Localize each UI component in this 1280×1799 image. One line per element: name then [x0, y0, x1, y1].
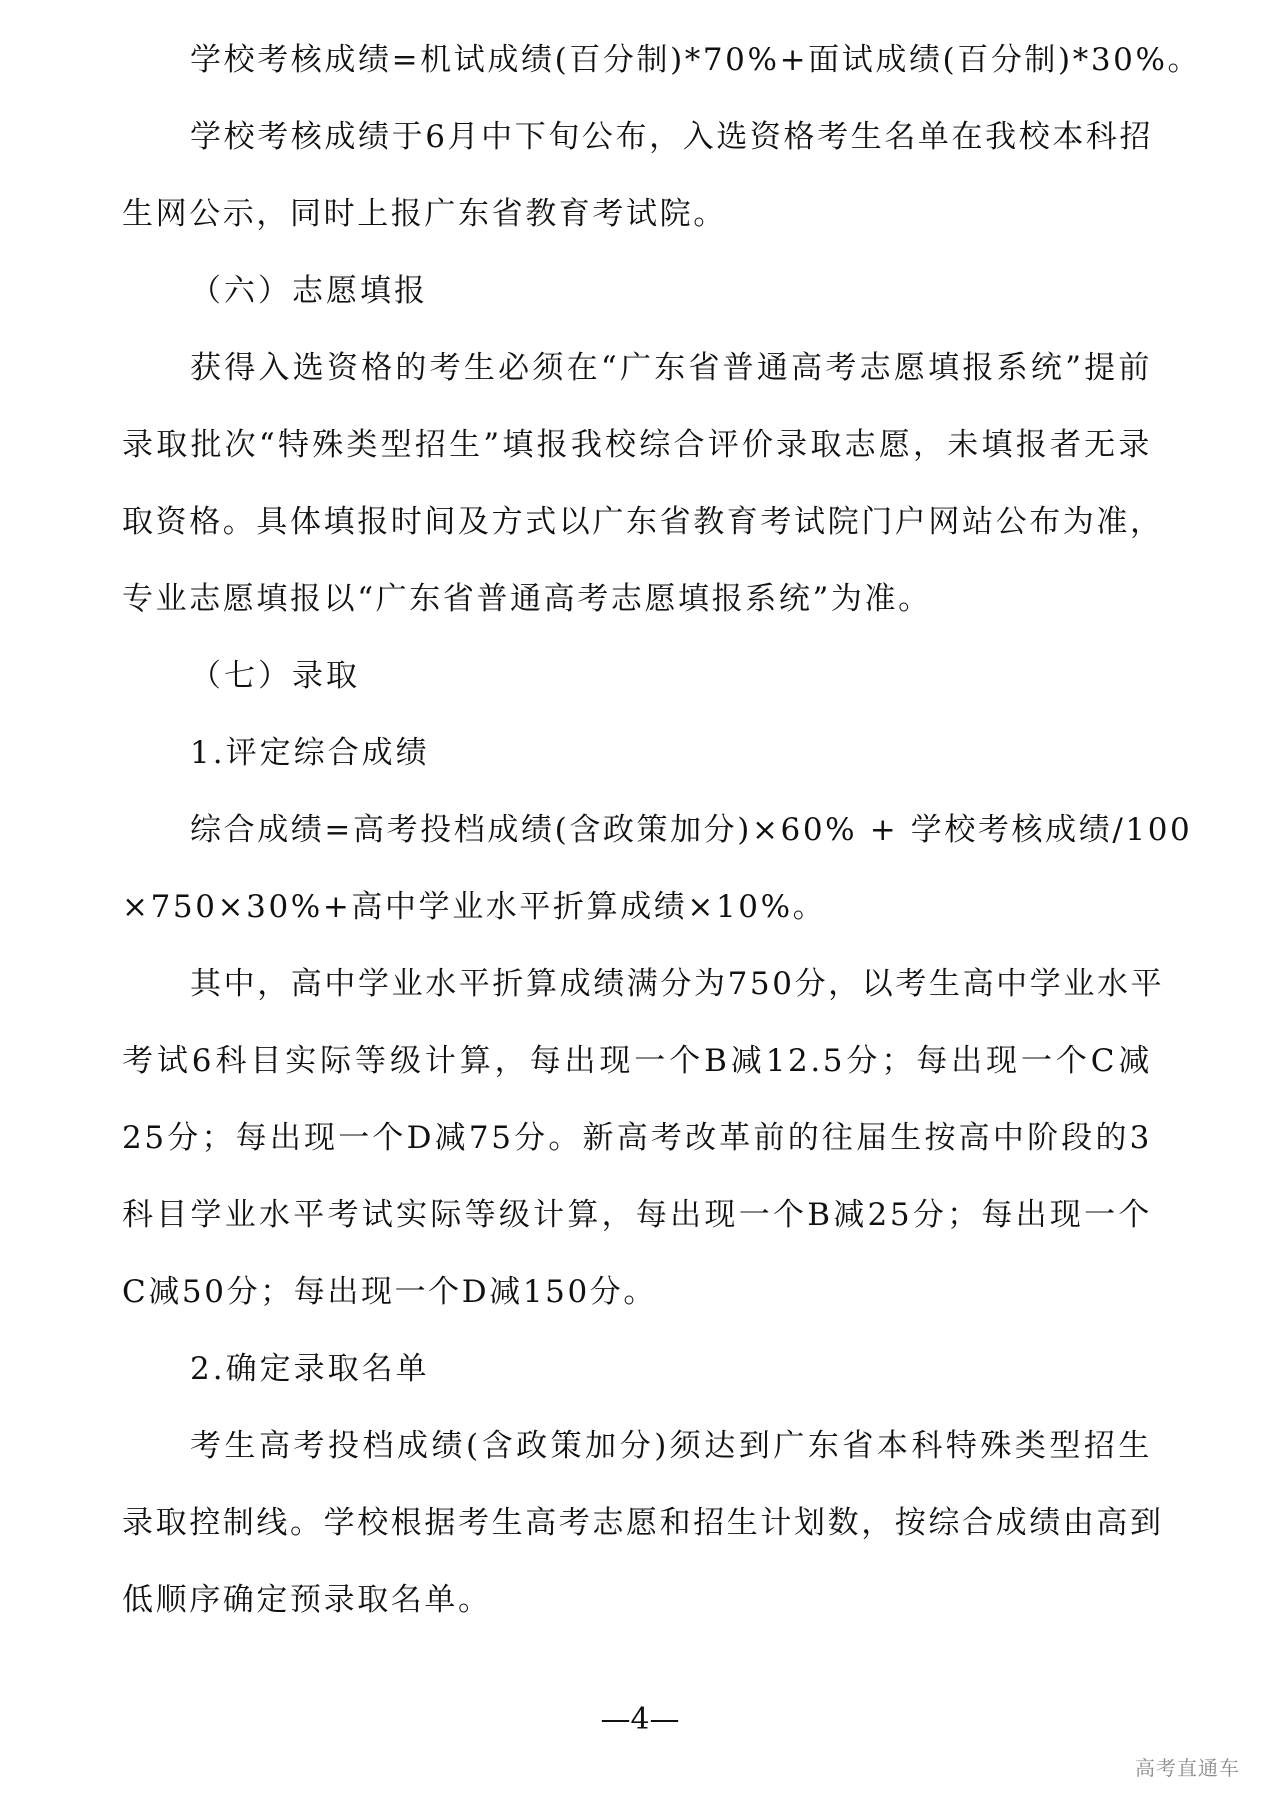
text-line: 考试6科目实际等级计算，每出现一个B减12.5分；每出现一个C减 — [122, 1043, 1152, 1079]
page-number: —4— — [600, 1702, 680, 1737]
subsection-heading: 2.确定录取名单 — [190, 1351, 430, 1387]
text-line: 专业志愿填报以“广东省普通高考志愿填报系统”为准。 — [122, 581, 932, 617]
text-line: 取资格。具体填报时间及方式以广东省教育考试院门户网站公布为准， — [122, 504, 1164, 540]
text-line: 录取批次“特殊类型招生”填报我校综合评价录取志愿，未填报者无录 — [122, 427, 1152, 463]
subsection-heading: 1.评定综合成绩 — [190, 735, 430, 771]
text-line: 考生高考投档成绩(含政策加分)须达到广东省本科特殊类型招生 — [190, 1428, 1152, 1464]
text-line: 获得入选资格的考生必须在“广东省普通高考志愿填报系统”提前 — [190, 350, 1152, 386]
text-line: 低顺序确定预录取名单。 — [122, 1582, 492, 1618]
text-line: 学校考核成绩=机试成绩(百分制)*70%+面试成绩(百分制)*30%。 — [190, 42, 1202, 78]
text-line: 综合成绩=高考投档成绩(含政策加分)×60% + 学校考核成绩/100 — [190, 812, 1193, 848]
text-line: C减50分；每出现一个D减150分。 — [122, 1274, 657, 1310]
text-line: 生网公示，同时上报广东省教育考试院。 — [122, 196, 727, 232]
section-heading: （六）志愿填报 — [190, 273, 428, 309]
text-line: 录取控制线。学校根据考生高考志愿和招生计划数，按综合成绩由高到 — [122, 1505, 1164, 1541]
text-line: 其中，高中学业水平折算成绩满分为750分，以考生高中学业水平 — [190, 966, 1165, 1002]
watermark: 高考直通车 — [1135, 1756, 1240, 1780]
text-line: 学校考核成绩于6月中下旬公布，入选资格考生名单在我校本科招 — [190, 119, 1154, 155]
text-line: 科目学业水平考试实际等级计算，每出现一个B减25分；每出现一个 — [122, 1197, 1152, 1233]
text-line: 25分；每出现一个D减75分。新高考改革前的往届生按高中阶段的3 — [122, 1120, 1152, 1156]
text-line: ×750×30%+高中学业水平折算成绩×10%。 — [122, 889, 827, 925]
section-heading: （七）录取 — [190, 658, 360, 694]
